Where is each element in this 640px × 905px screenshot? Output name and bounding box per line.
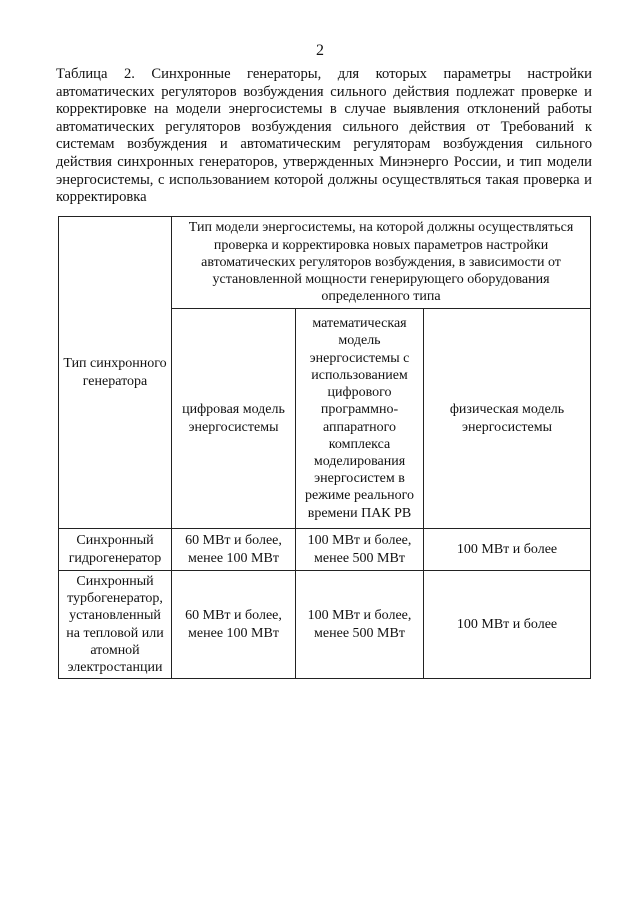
table-cell: 60 МВт и более, менее 100 МВт xyxy=(172,529,296,571)
column-header-math-model: математическая модель энергосистемы с использованием цифрового программно-аппаратного комплекса моделирования энергосистем в режиме реального времени ПАК РВ xyxy=(296,309,424,529)
group-header-cell: Тип модели энергосистемы, на которой должны осуществляться проверка и корректировка новых параметров настройки автоматических регуляторов возбуждения, в зависимости от установленной мощности генерирующего оборудования определенного типа xyxy=(172,217,591,309)
table-row xyxy=(59,571,591,679)
table-row xyxy=(59,529,591,571)
table-header-row xyxy=(59,217,591,309)
table-caption: Таблица 2. Синхронные генераторы, для которых параметры настройки автоматических регуляторов возбуждения сильного действия подлежат проверке и корректировке на модели энергосистемы в случае выявления отклонений работы автоматических регуляторов возбуждения сильного действия от Требований к системам возбуждения и автоматическим регуляторам возбуждения сильного действия синхронных генераторов, утвержденных Минэнерго России, и тип модели энергосистемы, с использованием которой должны осуществляться такая проверка и корректировка xyxy=(56,66,592,206)
column-header-digital: цифровая модель энергосистемы xyxy=(172,309,296,529)
table-cell: 100 МВт и более, менее 500 МВт xyxy=(296,571,424,679)
table-cell: 100 МВт и более xyxy=(424,571,591,679)
table-cell: Синхронный гидрогенератор xyxy=(59,529,172,571)
generator-table xyxy=(58,216,591,679)
table-cell: Синхронный турбогенератор, установленный на тепловой или атомной электростанции xyxy=(59,571,172,679)
page-number: 2 xyxy=(316,42,324,59)
table-cell: 100 МВт и более, менее 500 МВт xyxy=(296,529,424,571)
row-header-cell: Тип синхронного генератора xyxy=(59,217,172,529)
table-cell: 60 МВт и более, менее 100 МВт xyxy=(172,571,296,679)
column-header-physical: физическая модель энергосистемы xyxy=(424,309,591,529)
table-cell: 100 МВт и более xyxy=(424,529,591,571)
